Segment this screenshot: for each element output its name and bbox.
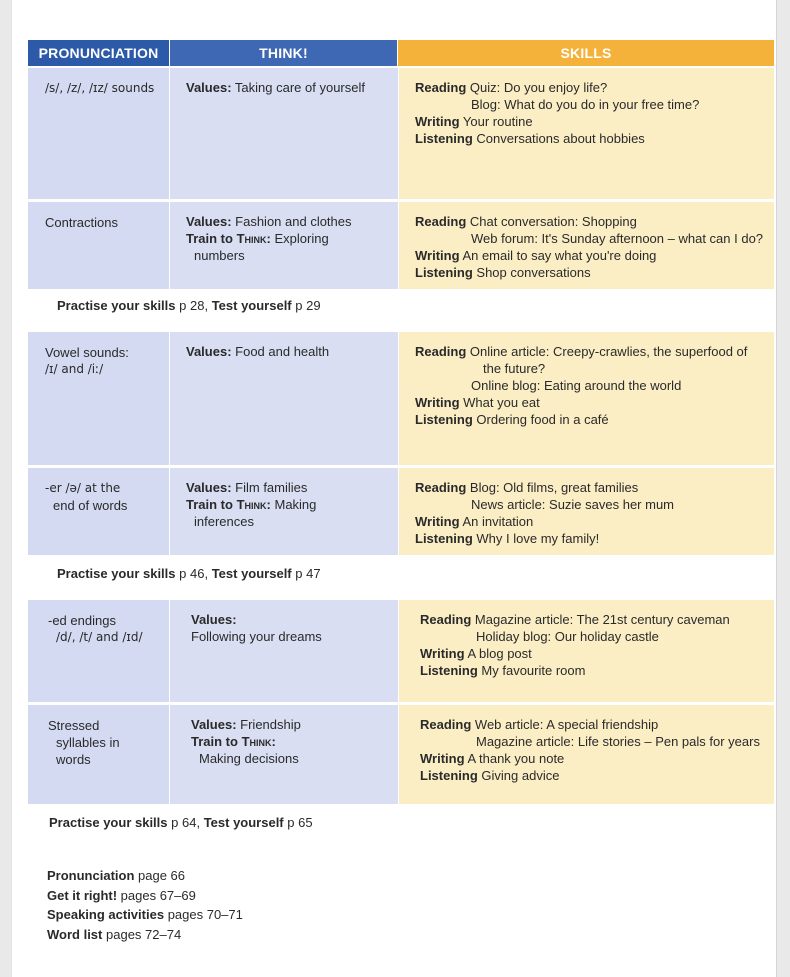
- footer-item: [47, 886, 243, 906]
- writing-label: Writing: [415, 114, 460, 129]
- train-line-2: inferences: [194, 514, 254, 529]
- think-cell: [170, 705, 398, 804]
- reading-line: [415, 213, 774, 230]
- practise-line: [49, 815, 313, 830]
- table-row: [28, 68, 774, 199]
- listening-line: [420, 662, 774, 679]
- test-page: p 65: [287, 815, 313, 830]
- reading-label: Reading: [420, 717, 472, 732]
- values-text: Following your dreams: [191, 629, 322, 644]
- writing-text: An invitation: [462, 514, 534, 529]
- train-text: Exploring: [274, 231, 329, 246]
- reading-line: [420, 716, 774, 733]
- train-line: [191, 733, 398, 750]
- writing-line: [415, 513, 774, 530]
- writing-text: A blog post: [467, 646, 532, 661]
- footer-item: [47, 905, 243, 925]
- pronunciation-text: Contractions: [45, 215, 118, 230]
- listening-line: [415, 130, 774, 147]
- table-row: [28, 468, 774, 555]
- footer-pages: pages 72–74: [106, 926, 182, 942]
- pronunciation-text-2: end of words: [53, 498, 128, 513]
- writing-text: Your routine: [462, 114, 533, 129]
- footer-label: Get it right!: [47, 887, 118, 903]
- think-label: Think:: [241, 734, 276, 749]
- train-text: Making: [274, 497, 317, 512]
- pronunciation-cell: [28, 68, 169, 199]
- practise-line: [57, 298, 321, 313]
- values-line: [186, 213, 398, 230]
- table-row: [28, 332, 774, 465]
- writing-label: Writing: [415, 514, 460, 529]
- writing-label: Writing: [415, 248, 460, 263]
- reading-line-2: Online blog: Eating around the world: [471, 378, 682, 393]
- writing-line: [415, 394, 774, 411]
- footer-item: [47, 925, 243, 945]
- listening-text: Giving advice: [481, 768, 560, 783]
- skills-cell: [399, 68, 774, 199]
- practise-label: Practise your skills: [57, 298, 176, 313]
- header-think: THINK!: [170, 40, 397, 66]
- footer-links: [47, 866, 243, 944]
- train-line: [186, 496, 398, 513]
- values-line: [186, 79, 398, 96]
- values-label: Values:: [186, 80, 232, 95]
- practise-label: Practise your skills: [57, 566, 176, 581]
- values-label: Values:: [186, 344, 232, 359]
- listening-label: Listening: [415, 412, 473, 427]
- test-label: Test yourself: [203, 815, 284, 830]
- reading-line: [415, 479, 774, 496]
- reading-line-2: Blog: What do you do in your free time?: [471, 97, 700, 112]
- values-label: Values:: [186, 214, 232, 229]
- values-label: Values:: [186, 480, 232, 495]
- writing-label: Writing: [420, 751, 465, 766]
- page: [12, 0, 776, 977]
- table-row: [28, 705, 774, 804]
- listening-text: Why I love my family!: [476, 531, 600, 546]
- pronunciation-text: /s/, /z/, /ɪz/ sounds: [45, 81, 155, 95]
- pronunciation-cell: [28, 468, 169, 555]
- values-label: Values:: [191, 717, 237, 732]
- train-line: [186, 230, 398, 247]
- pronunciation-cell: [28, 705, 169, 804]
- reading-label: Reading: [420, 612, 472, 627]
- listening-label: Listening: [415, 531, 473, 546]
- pronunciation-text: Vowel sounds:: [45, 345, 129, 360]
- listening-line: [420, 767, 774, 784]
- pronunciation-text: -er /ə/ at the: [45, 481, 121, 495]
- writing-text: An email to say what you're doing: [462, 248, 657, 263]
- reading-line: [415, 343, 774, 360]
- think-cell: [170, 600, 398, 702]
- practise-line: [57, 566, 321, 581]
- values-text: Fashion and clothes: [235, 214, 352, 229]
- reading-label: Reading: [415, 214, 467, 229]
- test-label: Test yourself: [211, 298, 292, 313]
- reading-label: Reading: [415, 480, 467, 495]
- practise-page: p 28,: [179, 298, 209, 313]
- think-cell: [170, 332, 398, 465]
- listening-text: Conversations about hobbies: [476, 131, 645, 146]
- writing-text: What you eat: [463, 395, 540, 410]
- reading-label: Reading: [415, 80, 467, 95]
- train-label: Train to: [186, 497, 233, 512]
- skills-cell: [399, 600, 774, 702]
- footer-pages: page 66: [138, 868, 186, 883]
- writing-line: [420, 750, 774, 767]
- reading-line: [415, 79, 774, 96]
- listening-line: [415, 530, 774, 547]
- think-label: Think:: [236, 497, 271, 512]
- listening-label: Listening: [415, 265, 473, 280]
- listening-text: My favourite room: [481, 663, 586, 678]
- reading-line-2: News article: Suzie saves her mum: [471, 497, 675, 512]
- footer-label: Speaking activities: [47, 907, 165, 922]
- reading-line-2: Web forum: It's Sunday afternoon – what can I do?: [471, 231, 764, 246]
- practise-label: Practise your skills: [49, 815, 168, 830]
- writing-label: Writing: [415, 395, 460, 410]
- think-label: Think:: [236, 231, 271, 246]
- values-line: [186, 479, 398, 496]
- reading-line-2: Holiday blog: Our holiday castle: [476, 629, 659, 644]
- test-page: p 47: [295, 566, 321, 581]
- test-page: p 29: [295, 298, 321, 313]
- pronunciation-text: Stressed: [48, 718, 100, 733]
- values-line: [191, 716, 398, 733]
- header-pronunciation: PRONUNCIATION: [28, 40, 169, 66]
- reading-line-2: Magazine article: Life stories – Pen pals for years: [476, 734, 760, 749]
- values-text: Film families: [235, 480, 308, 495]
- train-line-2: Making decisions: [199, 751, 299, 766]
- train-line-2: numbers: [194, 248, 245, 263]
- writing-label: Writing: [420, 646, 465, 661]
- test-label: Test yourself: [211, 566, 292, 581]
- pronunciation-cell: [28, 202, 169, 289]
- reading-line-1b: the future?: [483, 361, 546, 376]
- reading-text: Quiz: Do you enjoy life?: [469, 80, 608, 95]
- header-skills: SKILLS: [398, 40, 774, 66]
- listening-line: [415, 264, 774, 281]
- values-text: Food and health: [235, 344, 330, 359]
- pronunciation-text-3: words: [56, 752, 91, 767]
- footer-label: Word list: [47, 926, 103, 942]
- listening-label: Listening: [420, 768, 478, 783]
- practise-page: p 46,: [179, 566, 209, 581]
- skills-cell: [399, 705, 774, 804]
- writing-line: [420, 645, 774, 662]
- listening-text: Shop conversations: [476, 265, 591, 280]
- listening-label: Listening: [415, 131, 473, 146]
- listening-label: Listening: [420, 663, 478, 678]
- train-label: Train to: [191, 734, 238, 749]
- reading-text: Web article: A special friendship: [474, 717, 659, 732]
- values-text: Friendship: [240, 717, 301, 732]
- pronunciation-cell: [28, 600, 169, 702]
- pronunciation-text: -ed endings: [48, 613, 116, 628]
- footer-label: Pronunciation: [47, 868, 135, 883]
- pronunciation-text-2: /d/, /t/ and /ɪd/: [56, 630, 143, 644]
- train-label: Train to: [186, 231, 233, 246]
- listening-line: [415, 411, 774, 428]
- think-cell: [170, 468, 398, 555]
- table-row: [28, 600, 774, 702]
- reading-label: Reading: [415, 344, 467, 359]
- values-text: Taking care of yourself: [234, 80, 365, 95]
- reading-text: Chat conversation: Shopping: [469, 214, 637, 229]
- writing-text: A thank you note: [467, 751, 565, 766]
- writing-line: [415, 113, 774, 130]
- pronunciation-cell: [28, 332, 169, 465]
- footer-item: [47, 866, 243, 886]
- values-line: [186, 343, 398, 360]
- practise-page: p 64,: [171, 815, 201, 830]
- skills-cell: [399, 468, 774, 555]
- reading-text: Magazine article: The 21st century caveman: [474, 612, 730, 627]
- listening-text: Ordering food in a café: [476, 412, 609, 427]
- footer-pages: pages 67–69: [120, 887, 196, 903]
- reading-text: Blog: Old films, great families: [469, 480, 639, 495]
- pronunciation-text-2: syllables in: [56, 735, 120, 750]
- reading-line: [420, 611, 774, 628]
- values-label: Values:: [191, 612, 237, 627]
- footer-pages: pages 70–71: [167, 907, 243, 922]
- reading-text: Online article: Creepy-crawlies, the superfood of: [469, 344, 748, 359]
- think-cell: [170, 68, 398, 199]
- skills-cell: [399, 332, 774, 465]
- think-cell: [170, 202, 398, 289]
- table-row: [28, 202, 774, 289]
- pronunciation-text-2: /ɪ/ and /iː/: [45, 362, 104, 376]
- skills-cell: [399, 202, 774, 289]
- writing-line: [415, 247, 774, 264]
